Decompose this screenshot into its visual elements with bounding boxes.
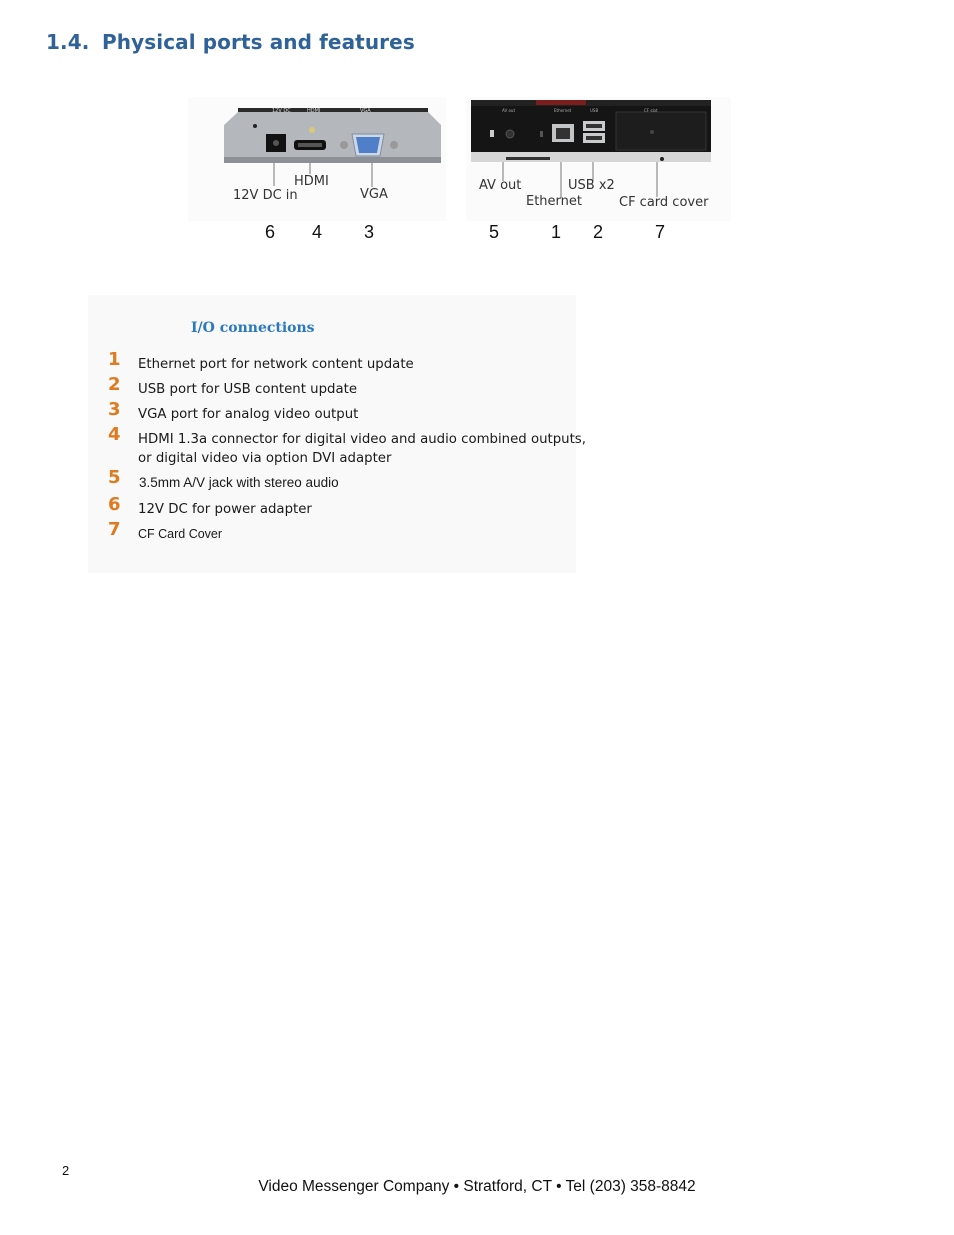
io-connections-title: I/O connections — [191, 320, 315, 336]
label-cf-card-cover: CF card cover — [619, 195, 709, 210]
item-text: 3.5mm A/V jack with stereo audio — [139, 475, 339, 490]
item-text: VGA port for analog video output — [138, 407, 359, 422]
port-number-6: 6 — [265, 222, 276, 242]
panel-label-hdmi: HDMI — [307, 108, 321, 114]
item-number: 5 — [108, 467, 121, 488]
item-number: 1 — [108, 349, 121, 370]
item-text-continued: or digital video via option DVI adapter — [138, 451, 392, 466]
panel-label-12v: 12V DC — [272, 108, 291, 114]
item-number: 4 — [108, 424, 121, 445]
item-text: CF Card Cover — [138, 527, 223, 541]
section-heading — [46, 30, 415, 54]
label-hdmi: HDMI — [294, 174, 329, 189]
side-panel-photo — [188, 97, 446, 221]
page-number: 2 — [62, 1163, 70, 1178]
section-title: Physical ports and features — [102, 30, 415, 54]
label-usb-x2: USB x2 — [568, 178, 615, 193]
item-number: 3 — [108, 399, 121, 420]
rear-panel-photo — [466, 97, 731, 221]
port-number-5: 5 — [489, 222, 500, 242]
item-number: 7 — [108, 519, 121, 540]
item-number: 6 — [108, 494, 121, 515]
label-ethernet: Ethernet — [526, 194, 582, 209]
rear-label-cf: CF slot — [644, 108, 658, 113]
label-vga: VGA — [360, 187, 388, 202]
port-number-7: 7 — [655, 222, 666, 242]
label-av-out: AV out — [479, 178, 522, 193]
item-text: Ethernet port for network content update — [138, 357, 414, 372]
page-footer: Video Messenger Company • Stratford, CT • Tel (203) 358-8842 — [258, 1178, 696, 1195]
rear-label-av: AV out — [502, 108, 516, 113]
panel-label-vga: VGA — [360, 108, 371, 114]
rear-label-usb: USB — [590, 108, 599, 113]
port-number-3: 3 — [364, 222, 375, 242]
item-text: HDMI 1.3a connector for digital video and audio combined outputs, — [138, 432, 586, 447]
item-number: 2 — [108, 374, 121, 395]
item-text: 12V DC for power adapter — [138, 502, 312, 517]
port-number-4: 4 — [312, 222, 323, 242]
section-number: 1.4. — [46, 30, 90, 54]
port-number-2: 2 — [593, 222, 604, 242]
rear-label-ethernet: Ethernet — [554, 108, 572, 113]
label-12v-dc-in: 12V DC in — [233, 188, 298, 203]
item-text: USB port for USB content update — [138, 382, 358, 397]
port-number-1: 1 — [551, 222, 562, 242]
side-panel-illustration — [188, 97, 446, 221]
